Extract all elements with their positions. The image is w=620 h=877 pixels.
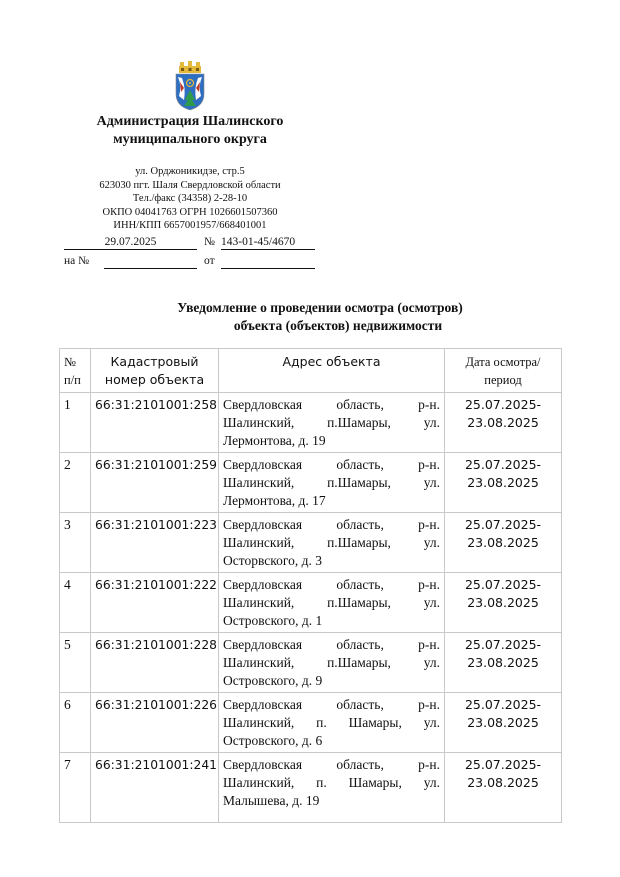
from-date-field <box>221 254 315 269</box>
document-title <box>120 299 520 335</box>
inspection-period: 25.07.2025- 23.08.2025 <box>445 753 562 823</box>
row-number: 4 <box>60 573 91 633</box>
table-row <box>60 573 562 633</box>
inspection-period: 25.07.2025- 23.08.2025 <box>445 393 562 453</box>
object-address: Свердловская область, р-н. Шалинский, п.Шамары, ул. Островского, д. 9 <box>219 633 445 693</box>
registration-block <box>0 0 620 280</box>
cadastral-number: 66:31:2101001:223 <box>91 513 219 573</box>
table-header-row <box>60 349 562 393</box>
okpo-ogrn: ОКПО 04041763 ОГРН 1026601507360 <box>102 206 278 218</box>
objects-table <box>59 348 562 823</box>
org-name-line2: муниципального округа <box>113 132 267 147</box>
address-line1: ул. Орджоникидзе, стр.5 <box>135 166 245 177</box>
row-number: 5 <box>60 633 91 693</box>
header-cadastral: Кадастровый номер объекта <box>91 349 219 393</box>
inspection-period: 25.07.2025- 23.08.2025 <box>445 693 562 753</box>
title-line2: объекта (объектов) недвижимости <box>233 318 443 333</box>
reply-to-field <box>104 254 197 269</box>
from-label: от <box>204 255 215 267</box>
header-date: Дата осмотра/ период <box>445 349 562 393</box>
table-row <box>60 633 562 693</box>
object-address: Свердловская область, р-н. Шалинский, п.Шамары, ул. Лермонтова, д. 19 <box>219 393 445 453</box>
object-address: Свердловская область, р-н. Шалинский, п.Шамары, ул. Лермонтова, д. 17 <box>219 453 445 513</box>
row-number: 7 <box>60 753 91 823</box>
inspection-period: 25.07.2025- 23.08.2025 <box>445 633 562 693</box>
inspection-period: 25.07.2025- 23.08.2025 <box>445 513 562 573</box>
table-row <box>60 453 562 513</box>
table-row <box>60 753 562 823</box>
header-address: Адрес объекта <box>219 349 445 393</box>
table-row <box>60 513 562 573</box>
number-label: № <box>204 236 215 248</box>
outgoing-number: 143-01-45/4670 <box>221 236 296 248</box>
table-row <box>60 393 562 453</box>
cadastral-number: 66:31:2101001:222 <box>91 573 219 633</box>
row-number: 1 <box>60 393 91 453</box>
address-line2: 623030 пгт. Шаля Свердловской области <box>99 179 281 191</box>
row-number: 3 <box>60 513 91 573</box>
object-address: Свердловская область, р-н. Шалинский, п. Шамары, ул. Островского, д. 6 <box>219 693 445 753</box>
table-row <box>60 693 562 753</box>
object-address: Свердловская область, р-н. Шалинский, п.Шамары, ул. Островского, д. 1 <box>219 573 445 633</box>
outgoing-date-field <box>64 235 197 250</box>
inspection-period: 25.07.2025- 23.08.2025 <box>445 573 562 633</box>
title-line1: Уведомление о проведении осмотра (осмотров) <box>177 300 463 315</box>
cadastral-number: 66:31:2101001:228 <box>91 633 219 693</box>
inn-kpp: ИНН/КПП 6657001957/668401001 <box>113 220 267 232</box>
row-number: 2 <box>60 453 91 513</box>
inspection-period: 25.07.2025- 23.08.2025 <box>445 453 562 513</box>
org-name-line1: Администрация Шалинского <box>96 114 284 129</box>
outgoing-date: 29.07.2025 <box>104 236 157 248</box>
row-number: 6 <box>60 693 91 753</box>
cadastral-number: 66:31:2101001:258 <box>91 393 219 453</box>
cadastral-number: 66:31:2101001:226 <box>91 693 219 753</box>
outgoing-number-field <box>221 235 315 250</box>
object-address: Свердловская область, р-н. Шалинский, п.Шамары, ул. Осторвского, д. 3 <box>219 513 445 573</box>
cadastral-number: 66:31:2101001:241 <box>91 753 219 823</box>
reply-to-label: на № <box>64 255 90 267</box>
phone-fax: Тел./факс (34358) 2-28-10 <box>132 193 248 205</box>
header-number: № п/п <box>60 349 91 393</box>
object-address: Свердловская область, р-н. Шалинский, п. Шамары, ул. Малышева, д. 19 <box>219 753 445 823</box>
cadastral-number: 66:31:2101001:259 <box>91 453 219 513</box>
